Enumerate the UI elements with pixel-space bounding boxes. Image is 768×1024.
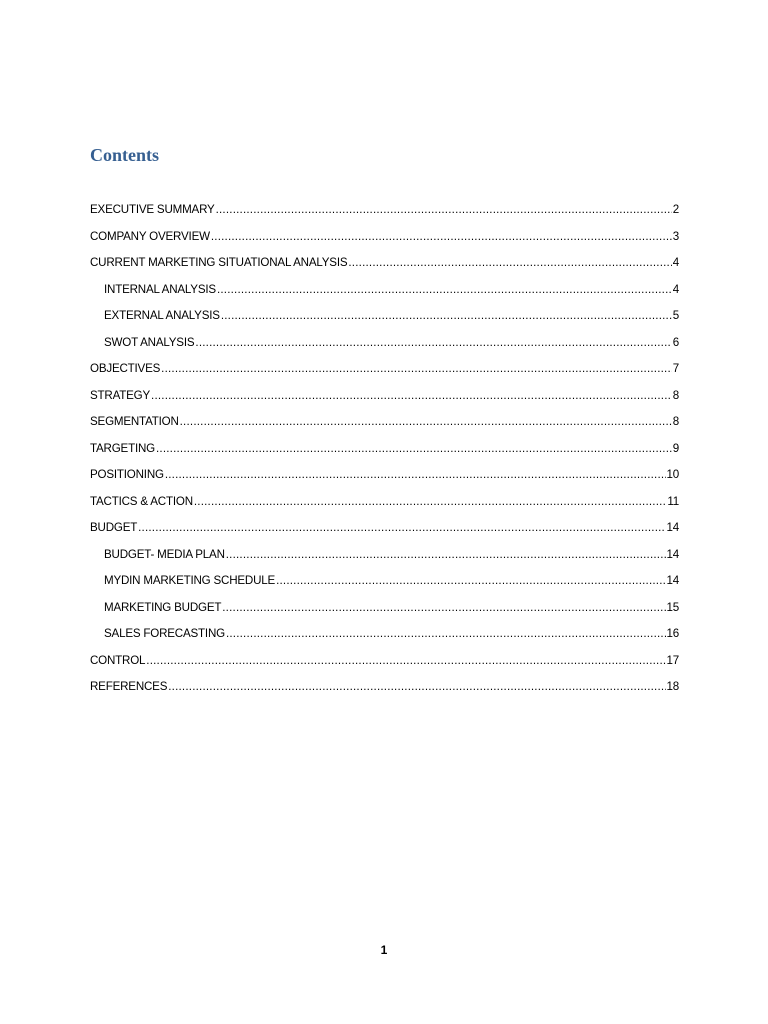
toc-dot-leader: [348, 256, 671, 269]
toc-entry[interactable]: [90, 548, 679, 575]
toc-dot-leader: [221, 309, 672, 322]
toc-entry-title: CONTROL: [90, 653, 146, 667]
toc-dot-leader: [211, 230, 672, 243]
toc-entry-page-number: 7: [672, 362, 679, 375]
toc-entry-page-number: 9: [672, 441, 679, 455]
toc-dot-leader: [146, 654, 665, 667]
toc-dot-leader: [180, 415, 672, 428]
toc-entry[interactable]: [90, 680, 679, 707]
toc-entry-page-number: 14: [666, 574, 679, 587]
toc-entry-page-number: 14: [666, 521, 679, 534]
toc-entry[interactable]: [90, 468, 679, 495]
toc-entry-title: POSITIONING: [90, 468, 164, 481]
toc-entry[interactable]: [90, 389, 679, 416]
toc-entry-title: INTERNAL ANALYSIS: [104, 282, 216, 296]
toc-dot-leader: [138, 521, 665, 534]
toc-dot-leader: [216, 203, 672, 216]
toc-dot-leader: [222, 601, 665, 614]
toc-entry-page-number: 6: [672, 335, 679, 349]
toc-entry-page-number: 17: [666, 653, 679, 667]
toc-dot-leader: [276, 574, 665, 587]
toc-entry-title: SEGMENTATION: [90, 415, 179, 428]
toc-entry[interactable]: [90, 601, 679, 628]
toc-entry-title: TARGETING: [90, 441, 155, 455]
toc-entry-page-number: 11: [667, 494, 679, 508]
toc-entry-title: EXTERNAL ANALYSIS: [104, 309, 220, 322]
table-of-contents: [90, 203, 679, 707]
toc-entry[interactable]: [90, 230, 679, 257]
toc-entry[interactable]: [90, 309, 679, 336]
toc-dot-leader: [194, 495, 666, 508]
toc-entry-page-number: 2: [672, 203, 679, 216]
toc-entry-title: REFERENCES: [90, 680, 168, 693]
toc-entry-page-number: 14: [666, 547, 679, 561]
toc-entry[interactable]: [90, 362, 679, 389]
toc-entry-page-number: 8: [672, 388, 679, 402]
toc-entry-title: BUDGET- MEDIA PLAN: [104, 547, 225, 561]
toc-entry-title: TACTICS & ACTION: [90, 494, 193, 508]
toc-entry-page-number: 8: [672, 415, 679, 428]
toc-entry[interactable]: [90, 495, 679, 522]
toc-entry-page-number: 15: [666, 600, 679, 614]
toc-entry-title: OBJECTIVES: [90, 362, 161, 375]
toc-entry-title: CURRENT MARKETING SITUATIONAL ANALYSIS: [90, 256, 348, 269]
toc-entry-title: COMPANY OVERVIEW: [90, 229, 210, 243]
toc-entry-title: SWOT ANALYSIS: [104, 335, 195, 349]
toc-entry-title: BUDGET: [90, 521, 138, 534]
toc-entry-title: MARKETING BUDGET: [104, 600, 222, 614]
toc-entry-page-number: 10: [666, 468, 679, 481]
toc-entry-page-number: 3: [672, 229, 679, 243]
toc-entry-page-number: 18: [666, 680, 679, 693]
toc-entry[interactable]: [90, 256, 679, 283]
toc-dot-leader: [226, 548, 666, 561]
toc-entry[interactable]: [90, 574, 679, 601]
toc-entry[interactable]: [90, 336, 679, 363]
toc-dot-leader: [226, 627, 666, 640]
toc-dot-leader: [217, 283, 672, 296]
toc-entry-title: STRATEGY: [90, 388, 151, 402]
toc-dot-leader: [168, 680, 665, 693]
toc-dot-leader: [195, 336, 671, 349]
toc-entry[interactable]: [90, 283, 679, 310]
toc-entry-title: EXECUTIVE SUMMARY: [90, 203, 215, 216]
toc-entry[interactable]: [90, 654, 679, 681]
toc-entry-page-number: 5: [672, 309, 679, 322]
toc-entry-page-number: 4: [672, 256, 679, 269]
toc-entry[interactable]: [90, 521, 679, 548]
toc-entry[interactable]: [90, 415, 679, 442]
page-number: 1: [380, 943, 388, 957]
toc-entry[interactable]: [90, 442, 679, 469]
toc-dot-leader: [165, 468, 666, 481]
toc-dot-leader: [161, 362, 672, 375]
toc-heading: Contents: [90, 145, 160, 165]
toc-entry-title: MYDIN MARKETING SCHEDULE: [104, 574, 276, 587]
toc-entry-page-number: 4: [672, 282, 679, 296]
toc-entry[interactable]: [90, 203, 679, 230]
toc-entry-page-number: 16: [666, 627, 679, 640]
toc-dot-leader: [151, 389, 672, 402]
toc-entry[interactable]: [90, 627, 679, 654]
toc-dot-leader: [156, 442, 672, 455]
toc-entry-title: SALES FORECASTING: [104, 627, 225, 640]
